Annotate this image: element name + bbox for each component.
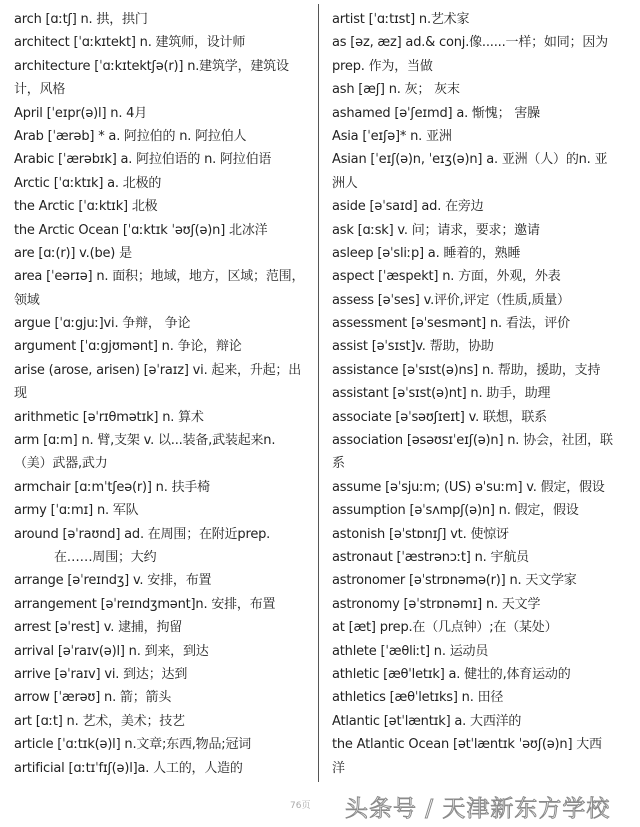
entry-line: art [ɑːt] n. 艺术，美术；技艺: [14, 713, 185, 729]
entry-line: as [əz, æz] ad.& conj.像......一样；如同；因为: [332, 35, 608, 51]
vocab-entry: [332, 31, 638, 78]
entry-line: arrival [əˈraɪv(ə)l] n. 到来，到达: [14, 643, 209, 659]
entry-line: arrangement [əˈreɪndʒmənt]n. 安排，布置: [14, 596, 276, 612]
entry-line: the Arctic Ocean [ˈɑːktɪk ˈəʊʃ(ə)n] 北冰洋: [14, 222, 268, 238]
entry-line: Arctic [ˈɑːktɪk] a. 北极的: [14, 175, 162, 191]
entry-line: around [əˈraʊnd] ad. 在周围；在附近prep.: [14, 526, 271, 542]
vocab-entry: [14, 219, 320, 242]
entry-line: assessment [əˈsesmənt] n. 看法，评价: [332, 316, 570, 332]
entry-line: Atlantic [ətˈlæntɪk] a. 大西洋的: [332, 713, 522, 729]
vocab-entry: [14, 102, 320, 125]
vocab-entry: [14, 8, 320, 31]
page-number: 76页: [290, 801, 311, 811]
vocab-entry: [14, 406, 320, 429]
entry-continuation: 现: [14, 386, 27, 402]
entry-continuation: （美）武器,武力: [14, 456, 108, 472]
entry-line: athletic [æθˈletɪk] a. 健壮的,体育运动的: [332, 666, 571, 682]
entry-line: aside [əˈsaɪd] ad. 在旁边: [332, 199, 484, 215]
entry-continuation: prep. 作为，当做: [332, 58, 433, 74]
entry-continuation: 系: [332, 456, 345, 472]
vocab-entry: [332, 523, 638, 546]
entry-line: ashamed [əˈʃeɪmd] a. 惭愧； 害臊: [332, 105, 540, 121]
vocab-entry: [14, 757, 320, 780]
vocab-entry: [332, 710, 638, 733]
entry-line: athletics [æθˈletɪks] n. 田径: [332, 690, 504, 706]
vocab-entry: [14, 640, 320, 663]
entry-line: astonish [əˈstɒnɪʃ] vt. 使惊讶: [332, 526, 509, 542]
vocab-entry: [14, 125, 320, 148]
vocab-entry: [14, 242, 320, 265]
vocab-entry: [332, 499, 638, 522]
entry-line: arrow [ˈærəʊ] n. 箭；箭头: [14, 690, 172, 706]
vocab-entry: [14, 593, 320, 616]
left-column: [14, 8, 320, 780]
vocab-entry: [14, 569, 320, 592]
entry-line: architecture [ˈɑːkɪtektʃə(r)] n.建筑学，建筑设: [14, 58, 289, 74]
entry-line: area [ˈeərɪə] n. 面积；地域，地方，区域；范围，: [14, 269, 305, 285]
entry-line: artificial [ɑːtɪˈfɪʃ(ə)l]a. 人工的，人造的: [14, 760, 243, 776]
entry-line: argument [ˈɑːgjʊmənt] n. 争论，辩论: [14, 339, 242, 355]
entry-line: article [ˈɑːtɪk(ə)l] n.文章;东西,物品;冠词: [14, 737, 252, 753]
entry-line: army [ˈɑːmɪ] n. 军队: [14, 503, 139, 519]
entry-line: armchair [ɑːmˈtʃeə(r)] n. 扶手椅: [14, 479, 210, 495]
entry-line: the Atlantic Ocean [ətˈlæntɪk ˈəʊʃ(ə)n] 大西: [332, 737, 602, 753]
vocab-entry: [14, 429, 320, 476]
vocab-entry: [332, 476, 638, 499]
entry-line: associate [əˈsəʊʃɪeɪt] v. 联想，联系: [332, 409, 547, 425]
entry-line: arrange [əˈreɪndʒ] v. 安排，布置: [14, 573, 212, 589]
entry-line: are [ɑː(r)] v.(be) 是: [14, 245, 132, 261]
vocab-entry: [332, 593, 638, 616]
entry-line: Arab [ˈærəb] * a. 阿拉伯的 n. 阿拉伯人: [14, 128, 247, 144]
entry-line: arise (arose, arisen) [əˈraɪz] vi. 起来，升起；出: [14, 362, 302, 378]
vocab-entry: [332, 335, 638, 358]
vocab-entry: [332, 546, 638, 569]
entry-line: ash [æʃ] n. 灰； 灰末: [332, 82, 460, 98]
vocab-entry: [332, 289, 638, 312]
vocab-entry: [332, 406, 638, 429]
entry-line: arm [ɑːm] n. 臂,支架 v. 以...装备,武装起来n.: [14, 433, 276, 449]
entry-line: arrest [əˈrest] v. 逮捕，拘留: [14, 620, 183, 636]
entry-line: asleep [əˈsliːp] a. 睡着的，熟睡: [332, 245, 521, 261]
entry-line: arch [ɑːtʃ] n. 拱，拱门: [14, 12, 148, 27]
entry-line: April [ˈeɪpr(ə)l] n. 4月: [14, 105, 148, 121]
vocab-entry: [14, 733, 320, 756]
entry-line: arithmetic [əˈrɪθmətɪk] n. 算术: [14, 409, 204, 425]
entry-line: athlete [ˈæθliːt] n. 运动员: [332, 643, 489, 659]
entry-continuation: 在……周围；大约: [54, 549, 157, 565]
vocab-entry: [332, 733, 638, 780]
entry-line: argue [ˈɑːgjuː]vi. 争辩， 争论: [14, 316, 191, 332]
entry-line: artist [ˈɑːtɪst] n.艺术家: [332, 12, 470, 27]
vocab-entry: [14, 335, 320, 358]
entry-line: the Arctic [ˈɑːktɪk] 北极: [14, 199, 158, 215]
right-column: [332, 8, 638, 780]
watermark: 头条号 / 天津新东方学校: [345, 796, 611, 822]
vocab-entry: [332, 219, 638, 242]
entry-continuation: 洲人: [332, 175, 358, 191]
vocab-entry: [332, 382, 638, 405]
entry-line: assumption [əˈsʌmpʃ(ə)n] n. 假定，假设: [332, 503, 579, 519]
entry-continuation: 洋: [332, 760, 345, 776]
vocab-entry: [332, 265, 638, 288]
vocab-entry: [332, 640, 638, 663]
entry-line: assist [əˈsɪst]v. 帮助，协助: [332, 339, 494, 355]
entry-line: assume [əˈsjuːm; (US) əˈsuːm] v. 假定，假设: [332, 479, 605, 495]
vocab-entry: [14, 476, 320, 499]
vocab-entry: [332, 312, 638, 335]
vocab-entry: [14, 55, 320, 102]
vocab-entry: [14, 499, 320, 522]
entry-continuation: 计，风格: [14, 82, 66, 98]
vocab-entry: [332, 8, 638, 31]
vocab-entry: [332, 663, 638, 686]
entry-line: assess [əˈses] v.评价,评定（性质,质量）: [332, 292, 570, 308]
vocab-entry: [14, 312, 320, 335]
vocab-entry: [332, 359, 638, 382]
entry-line: at [æt] prep.在（几点钟）;在（某处）: [332, 620, 558, 636]
vocab-entry: [14, 195, 320, 218]
vocab-entry: [332, 686, 638, 709]
vocab-entry: [14, 686, 320, 709]
vocab-entry: [332, 148, 638, 195]
vocab-entry: [14, 359, 320, 406]
entry-line: astronomy [əˈstrɒnəmɪ] n. 天文学: [332, 596, 541, 612]
vocab-entry: [332, 429, 638, 476]
vocab-entry: [14, 710, 320, 733]
entry-line: aspect [ˈæspekt] n. 方面，外观，外表: [332, 269, 561, 285]
entry-line: astronomer [əˈstrɒnəmə(r)] n. 天文学家: [332, 573, 577, 589]
vocab-entry: [14, 148, 320, 171]
entry-line: association [əsəʊsɪˈeɪʃ(ə)n] n. 协会，社团，联: [332, 433, 613, 449]
entry-line: Arabic [ˈærəbɪk] a. 阿拉伯语的 n. 阿拉伯语: [14, 152, 272, 168]
vocab-entry: [14, 663, 320, 686]
entry-continuation: 领域: [14, 292, 40, 308]
vocab-entry: [14, 523, 320, 570]
vocab-entry: [332, 195, 638, 218]
entry-line: arrive [əˈraɪv] vi. 到达；达到: [14, 666, 188, 682]
entry-line: assistance [əˈsɪst(ə)ns] n. 帮助，援助，支持: [332, 362, 601, 378]
entry-line: astronaut [ˈæstrənɔːt] n. 宇航员: [332, 549, 529, 565]
vocab-entry: [332, 569, 638, 592]
vocab-entry: [332, 78, 638, 101]
vocab-entry: [14, 265, 320, 312]
entry-line: architect [ˈɑːkɪtekt] n. 建筑师，设计师: [14, 35, 246, 51]
vocab-entry: [14, 31, 320, 54]
entry-line: Asian [ˈeɪʃ(ə)n, ˈeɪʒ(ə)n] a. 亚洲（人）的n. 亚: [332, 152, 608, 168]
column-divider: [318, 4, 319, 782]
vocab-entry: [14, 172, 320, 195]
vocab-entry: [14, 616, 320, 639]
vocab-entry: [332, 242, 638, 265]
vocab-entry: [332, 125, 638, 148]
vocab-entry: [332, 616, 638, 639]
entry-line: ask [ɑːsk] v. 问；请求，要求；邀请: [332, 222, 540, 238]
entry-line: assistant [əˈsɪst(ə)nt] n. 助手，助理: [332, 386, 551, 402]
vocab-entry: [332, 102, 638, 125]
entry-line: Asia [ˈeɪʃə]* n. 亚洲: [332, 128, 452, 144]
